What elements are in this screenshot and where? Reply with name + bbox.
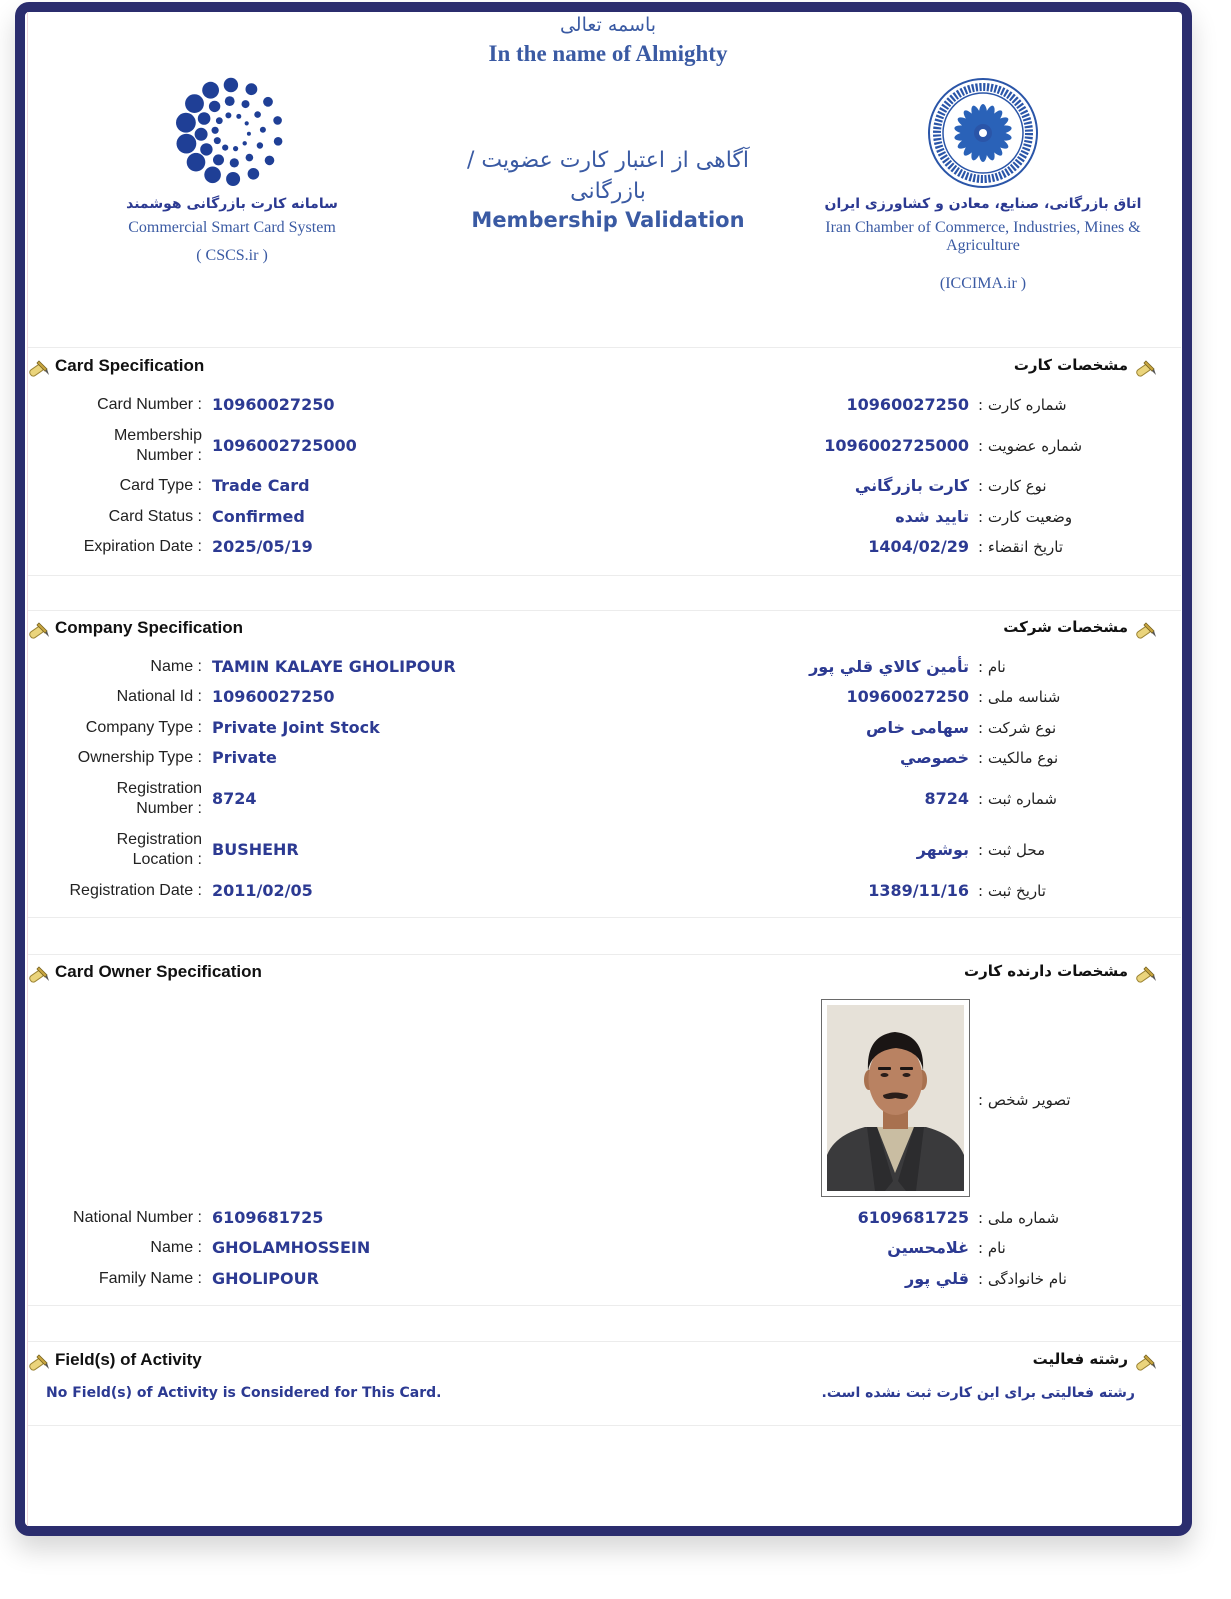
field-value-fa: 10960027250 — [846, 395, 969, 414]
divider — [28, 1341, 1181, 1342]
field-value-fa: 8724 — [924, 789, 969, 808]
expiration-date-row — [0, 527, 1231, 567]
activity-message-en: No Field(s) of Activity is Considered for This Card. — [46, 1385, 442, 1401]
field-value-en: Confirmed — [212, 507, 305, 526]
field-label-fa: شماره عضویت : — [978, 437, 1083, 455]
field-label-fa: نوع مالکیت : — [978, 749, 1059, 767]
cscs-site: ( CSCS.ir ) — [196, 247, 268, 264]
field-label-fa: نوع کارت : — [978, 477, 1047, 495]
iccima-seal-logo — [927, 77, 1039, 189]
activity-header — [0, 1350, 1231, 1376]
field-value-en: 10960027250 — [212, 687, 335, 706]
field-value-en: 6109681725 — [212, 1208, 324, 1227]
cscs-name-en: Commercial Smart Card System — [128, 219, 336, 236]
field-value-fa: غلامحسین — [887, 1238, 969, 1257]
scroll-pen-icon — [27, 1351, 51, 1375]
field-label-fa: نوع شرکت : — [978, 719, 1057, 737]
owner-spec-title-fa: مشخصات دارنده کارت — [964, 962, 1128, 980]
field-value-fa: 1096002725000 — [824, 436, 969, 455]
registration-number-row — [0, 779, 1231, 819]
divider — [28, 917, 1181, 918]
field-value-fa: 1404/02/29 — [868, 537, 969, 556]
photo-label-row — [0, 1080, 1231, 1120]
field-value-en: BUSHEHR — [212, 840, 299, 859]
field-value-en: 2011/02/05 — [212, 881, 313, 900]
card-number-row — [0, 385, 1231, 425]
field-value-fa: 6109681725 — [857, 1208, 969, 1227]
card-spec-title-en: Card Specification — [55, 356, 205, 375]
field-label-en: Expiration Date : — [83, 538, 202, 555]
divider — [28, 1305, 1181, 1306]
family-name-row — [0, 1259, 1231, 1299]
field-label-en: Registration Number : — [116, 780, 202, 817]
activity-title-fa: رشته فعالیت — [1032, 1350, 1128, 1368]
scroll-pen-icon — [27, 357, 51, 381]
divider — [28, 575, 1181, 576]
card-spec-title-fa: مشخصات کارت — [1013, 356, 1128, 374]
field-label-fa: تاریخ ثبت : — [978, 882, 1046, 900]
field-label-fa: نام : — [978, 658, 1006, 676]
registration-location-row — [0, 830, 1231, 870]
activity-title-en: Field(s) of Activity — [55, 1350, 202, 1369]
page-title-en: Membership Validation — [471, 208, 745, 232]
field-value-en: 1096002725000 — [212, 436, 357, 455]
field-value-fa: کارت بازرگاني — [854, 476, 969, 495]
field-label-en: Name : — [150, 658, 202, 675]
field-label-en: National Id : — [116, 688, 202, 705]
membership-number-row — [0, 426, 1231, 466]
scroll-pen-icon — [27, 619, 51, 643]
scroll-pen-icon — [1134, 357, 1158, 381]
activity-message-fa: رشته فعالیتی برای این کارت ثبت نشده است. — [821, 1385, 1135, 1401]
field-value-fa: سهامی خاص — [865, 718, 969, 737]
field-label-en: Card Number : — [97, 396, 202, 413]
divider — [28, 610, 1181, 611]
divider — [28, 1425, 1181, 1426]
field-label-fa: شماره کارت : — [978, 396, 1067, 414]
field-value-en: Private Joint Stock — [212, 718, 380, 737]
field-label-en: Card Type : — [119, 477, 202, 494]
field-label-fa: شناسه ملی : — [978, 688, 1061, 706]
field-value-en: GHOLAMHOSSEIN — [212, 1238, 371, 1257]
field-value-en: 2025/05/19 — [212, 537, 313, 556]
field-label-fa: شماره ثبت : — [978, 790, 1057, 808]
card-spec-header — [0, 356, 1231, 382]
owner-spec-header — [0, 962, 1231, 988]
scroll-pen-icon — [1134, 1351, 1158, 1375]
field-value-fa: خصوصي — [900, 748, 969, 767]
divider — [28, 954, 1181, 955]
field-label-en: Registration Date : — [69, 882, 202, 899]
field-label-fa: نام خانوادگی : — [978, 1270, 1067, 1288]
iccima-name-fa: اتاق بازرگانی، صنایع، معادن و کشاورزی ایران — [824, 196, 1142, 212]
field-value-fa: بوشهر — [916, 840, 969, 859]
field-value-en: GHOLIPOUR — [212, 1269, 319, 1288]
divider — [28, 347, 1181, 348]
field-label-en: Company Type : — [85, 719, 202, 736]
field-value-fa: قلي پور — [904, 1269, 969, 1288]
field-label-en: National Number : — [73, 1209, 202, 1226]
field-label-fa: شماره ملی : — [978, 1209, 1060, 1227]
company-spec-title-fa: مشخصات شرکت — [1003, 618, 1128, 636]
field-label-fa: محل ثبت : — [978, 841, 1046, 859]
scroll-pen-icon — [1134, 619, 1158, 643]
field-value-en: 8724 — [212, 789, 257, 808]
field-label-en: Registration Location : — [116, 831, 202, 868]
ownership-type-row — [0, 738, 1231, 778]
cscs-dots-logo — [172, 72, 292, 192]
almighty-heading: In the name of Almighty — [488, 41, 728, 66]
field-label-fa: نام : — [978, 1239, 1006, 1257]
field-value-en: TAMIN KALAYE GHOLIPOUR — [212, 657, 456, 676]
field-label-en: Ownership Type : — [77, 749, 202, 766]
field-label-fa: تاریخ انقضاء : — [978, 538, 1063, 556]
company-spec-title-en: Company Specification — [55, 618, 243, 637]
company-spec-header — [0, 618, 1231, 644]
field-value-en: Trade Card — [212, 476, 310, 495]
field-label-en: Card Status : — [108, 508, 202, 525]
field-label-fa: وضعیت کارت : — [978, 508, 1073, 526]
iccima-name-en: Iran Chamber of Commerce, Industries, Mines & Agriculture — [825, 219, 1141, 254]
iccima-site: (ICCIMA.ir ) — [939, 275, 1027, 292]
page-title-fa: آگاهی از اعتبار کارت عضویت / بازرگانی — [467, 148, 749, 204]
field-value-en: Private — [212, 748, 277, 767]
field-label-en: Membership Number : — [113, 427, 202, 464]
cscs-name-fa: سامانه کارت بازرگانی هوشمند — [126, 196, 338, 212]
scroll-pen-icon — [1134, 963, 1158, 987]
field-label-en: Family Name : — [98, 1270, 202, 1287]
field-value-fa: تأمین کالاي قلي پور — [809, 657, 969, 676]
field-value-en: 10960027250 — [212, 395, 335, 414]
field-label-en: Name : — [150, 1239, 202, 1256]
photo-label-fa: تصویر شخص : — [978, 1091, 1071, 1109]
scroll-pen-icon — [27, 963, 51, 987]
field-value-fa: 10960027250 — [846, 687, 969, 706]
registration-date-row — [0, 871, 1231, 911]
field-value-fa: تایید شده — [895, 507, 969, 526]
basmala-heading: باسمه تعالی — [559, 14, 657, 36]
owner-spec-title-en: Card Owner Specification — [55, 962, 262, 981]
field-value-fa: 1389/11/16 — [868, 881, 969, 900]
